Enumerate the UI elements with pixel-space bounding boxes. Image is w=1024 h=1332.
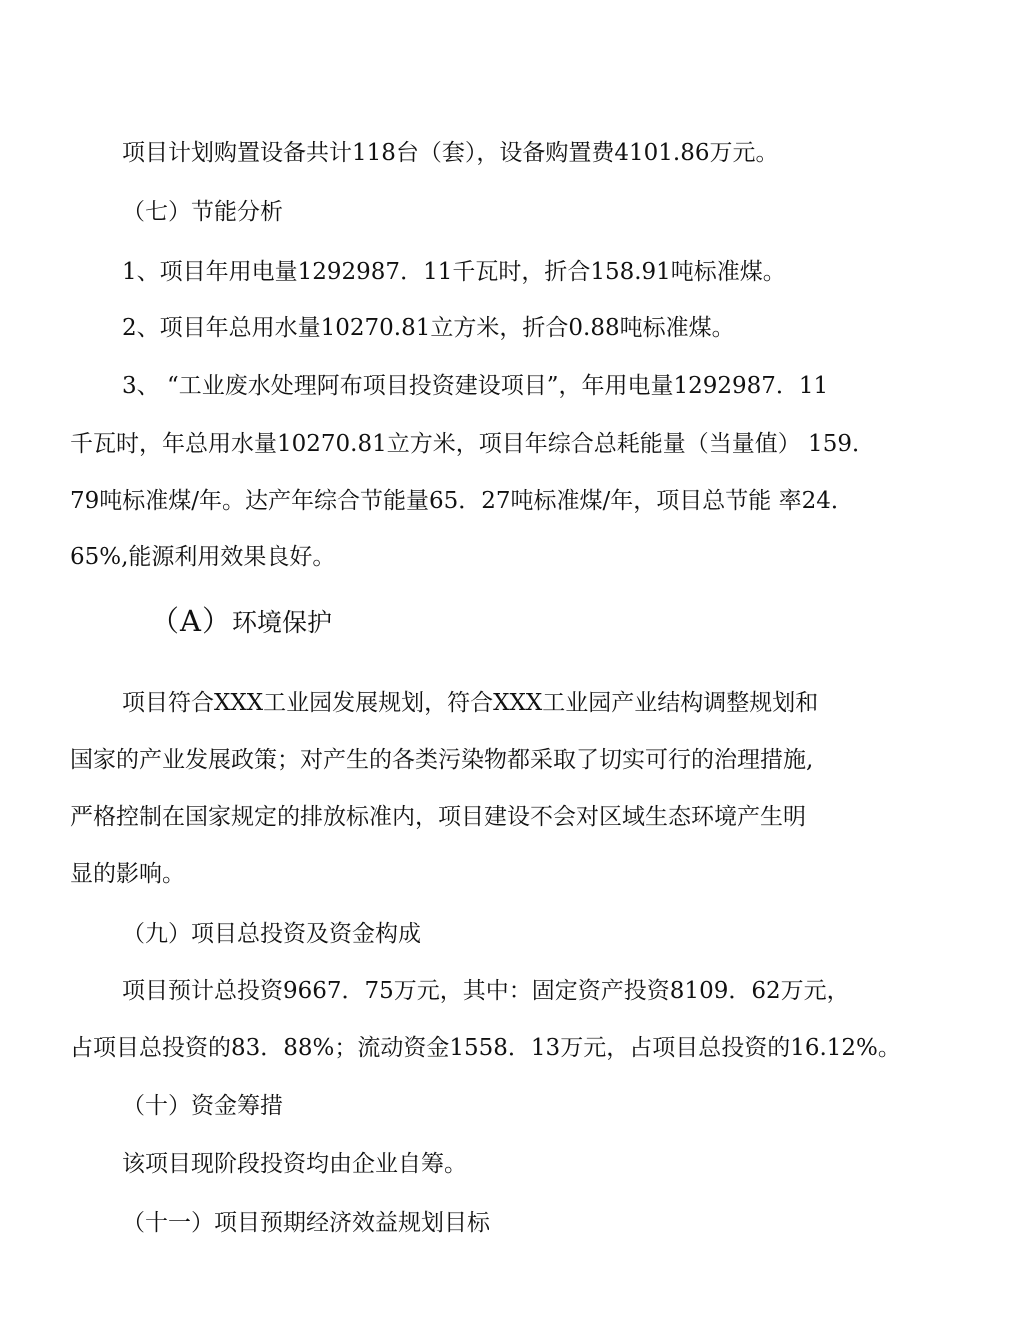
section-heading-environment bbox=[150, 605, 332, 639]
energy-summary-line-3: 79吨标准煤/年。达产年综合节能量65．27吨标准煤/年，项目总节能 率24． bbox=[70, 488, 854, 514]
environment-paragraph-line-3: 严格控制在国家规定的排放标准内，项目建设不会对区域生态环境产生明 bbox=[70, 804, 806, 830]
environment-paragraph-line-4: 显的影响。 bbox=[70, 861, 185, 887]
electricity-usage-line: 1、项目年用电量1292987．11千瓦时，折合158.91吨标准煤。 bbox=[122, 259, 786, 285]
environment-paragraph-line-2: 国家的产业发展政策；对产生的各类污染物都采取了切实可行的治理措施, bbox=[70, 747, 814, 773]
energy-summary-line-1: 3、 “工业废水处理阿布项目投资建设项目”，年用电量1292987．11 bbox=[122, 373, 829, 399]
investment-line-2: 占项目总投资的83．88%；流动资金1558．13万元，占项目总投资的16.12%。 bbox=[70, 1035, 901, 1061]
energy-summary-line-2: 千瓦时，年总用水量10270.81立方米，项目年综合总耗能量（当量值） 159． bbox=[70, 431, 875, 457]
water-usage-line: 2、项目年总用水量10270.81立方米，折合0.88吨标准煤。 bbox=[122, 315, 735, 341]
investment-line-1: 项目预计总投资9667．75万元，其中：固定资产投资8109．62万元， bbox=[122, 978, 850, 1004]
section-heading-investment: （九）项目总投资及资金构成 bbox=[122, 921, 421, 947]
energy-summary-line-4: 65%,能源利用效果良好。 bbox=[70, 544, 336, 570]
section-heading-text: 环境保护 bbox=[231, 608, 332, 637]
section-heading-label: （A） bbox=[150, 604, 232, 638]
section-heading-energy-saving: （七）节能分析 bbox=[122, 199, 283, 225]
environment-paragraph-line-1: 项目符合XXX工业园发展规划，符合XXX工业园产业结构调整规划和 bbox=[122, 690, 819, 716]
equipment-purchase-line: 项目计划购置设备共计118台（套），设备购置费4101.86万元。 bbox=[122, 140, 779, 166]
section-heading-economic-benefits: （十一）项目预期经济效益规划目标 bbox=[122, 1210, 490, 1236]
section-heading-fund-raising: （十）资金筹措 bbox=[122, 1093, 283, 1119]
fund-raising-line: 该项目现阶段投资均由企业自筹。 bbox=[122, 1151, 467, 1177]
